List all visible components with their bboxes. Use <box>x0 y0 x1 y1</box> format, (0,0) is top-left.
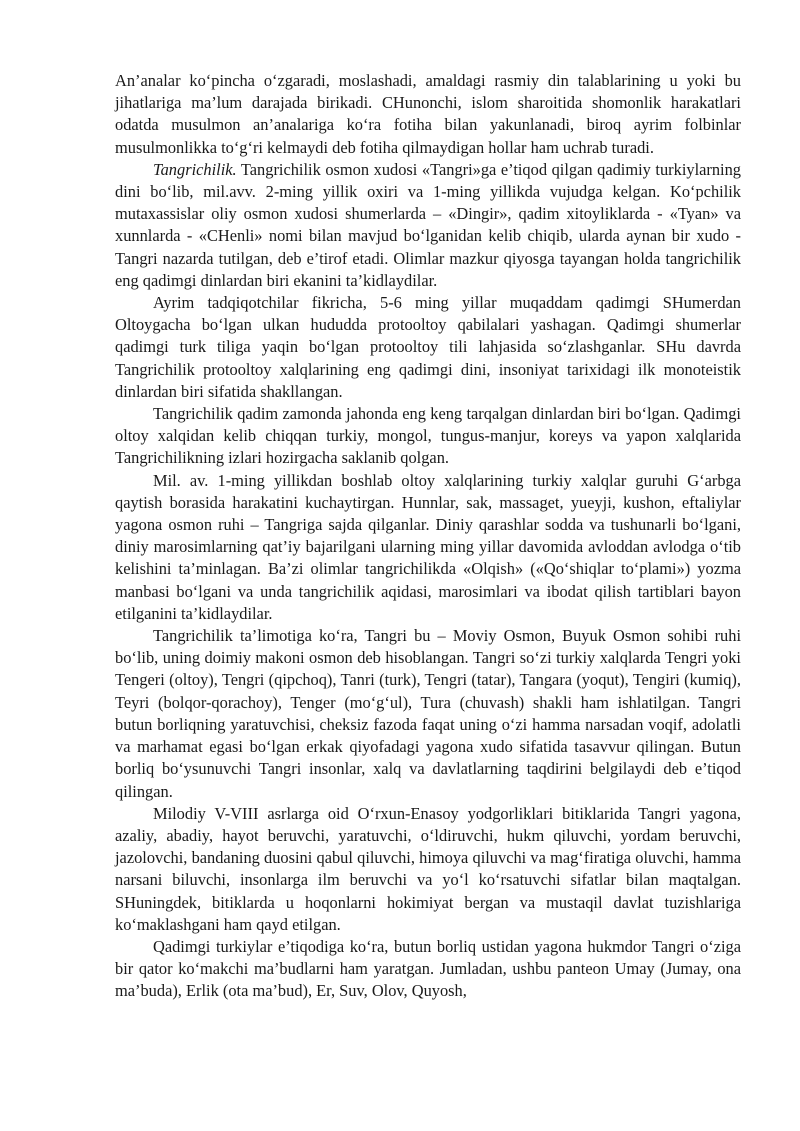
paragraph-doctrine <box>115 625 741 803</box>
paragraph-spread <box>115 403 741 470</box>
document-page <box>115 70 741 1003</box>
paragraph-text: Tangrichilik qadim zamonda jahonda eng keng tarqalgan dinlardan biri bo‘lgan. Qadimgi oltoy xalqidan kelib chiqqan turkiy, mongol, tungus-manjur, koreys va yapon xalqlarida Tangrichilikning izlari hozirgacha saklanib qolgan. <box>115 404 741 468</box>
paragraph-text: An’analar ko‘pincha o‘zgaradi, moslashadi, amaldagi rasmiy din talablarining u yoki bu jihatlariga ma’lum darajada birikadi. CHunonchi, islom sharoitida shomonlik harakatlari odatda musulmon an’analariga ko‘ra fotiha bilan yakunlanadi, biroq ayrim folbinlar musulmonlikka to‘g‘ri kelmaydi deb fotiha qilmaydigan hollar ham uchrab turadi. <box>115 71 741 157</box>
paragraph-text: Mil. av. 1-ming yillikdan boshlab oltoy xalqlarining turkiy xalqlar guruhi G‘arbga qaytish borasida harakatini kuchaytirgan. Hunnlar, sak, massaget, yueyji, kushon, eftaliylar yagona osmon ruhi – Tangriga sajda qilganlar. Diniy qarashlar sodda va tushunarli bo‘lgani, diniy marosimlarning qat’iy bajarilgani ularning ming yillar davomida avloddan avlodga o‘tib kelishini ta’minlagan. Ba’zi olimlar tangrichilikda «Olqish» («Qo‘shiqlar to‘plami») yozma manbasi bo‘lgani va unda tangrichilik aqidasi, marosimlari va ibodat qilish tartiblari bayon etilganini ta’kidlaydilar. <box>115 470 741 623</box>
paragraph-text: Tangrichilik osmon xudosi «Tangri»ga e’tiqod qilgan qadimiy turkiylarning dini bo‘lib, mil.avv. 2-ming yillik oxiri va 1-ming yillikda vujudga kelgan. Ko‘pchilik mutaxassislar oliy osmon xudosi shumerlarda – «Dingir», qadim xitoyliklarda - «Tyan» va xunnlarda - «CHenli» nomi bilan mavjud bo‘lganidan kelib chiqib, ularda aynan bir xudo - Tangri nazarda tutilgan, deb e’tirof etadi. Olimlar mazkur qiyosga tayangan holda tangrichilik eng qadimgi dinlardan biri ekanini ta’kidlaydilar. <box>115 159 741 290</box>
paragraph-traditions <box>115 70 741 159</box>
paragraph-orkhon-inscriptions <box>115 803 741 936</box>
paragraph-text: Tangrichilik ta’limotiga ko‘ra, Tangri bu – Moviy Osmon, Buyuk Osmon sohibi ruhi bo‘lib, uning doimiy makoni osmon deb hisoblangan. Tangri so‘zi turkiy xalqlarda Tengri yoki Tengeri (oltoy), Tengri (qipchoq), Tanri (turk), Tengri (tatar), Tangara (yoqut), Tengiri (kumiq), Teyri (bolqor-qorachoy), Tenger (mo‘g‘ul), Tura (chuvash) shakli ham ishlatilgan. Tangri butun borliqning yaratuvchisi, cheksiz fazoda faqat uning o‘zi hamma narsadan voqif, adolatli va marhamat egasi bo‘lgan erkak qiyofadagi yagona xudo sifatida tasavvur qilingan. Butun borliq bo‘ysunuvchi Tangri insonlar, xalq va davlatlarning taqdirini belgilaydi deb e’tiqod qilingan. <box>115 626 741 801</box>
paragraph-westward-migration <box>115 470 741 625</box>
paragraph-protoaltai <box>115 292 741 403</box>
paragraph-tangrichilik-definition <box>115 159 741 292</box>
paragraph-text: Qadimgi turkiylar e’tiqodiga ko‘ra, butun borliq ustidan yagona hukmdor Tangri o‘ziga bir qator ko‘makchi ma’budlarni ham yaratgan. Jumladan, ushbu panteon Umay (Jumay, ona ma’buda), Erlik (ota ma’bud), Er, Suv, Olov, Quyosh, <box>115 936 741 1001</box>
paragraph-pantheon <box>115 936 741 1003</box>
paragraph-text: Milodiy V-VIII asrlarga oid O‘rxun-Enasoy yodgorliklari bitiklarida Tangri yagona, azaliy, abadiy, hayot beruvchi, yaratuvchi, o‘ldiruvchi, hukm qiluvchi, yordam beruvchi, jazolovchi, bandaning duosini qabul qiluvchi, himoya qiluvchi va mag‘firatiga oluvchi, hamma narsani biluvchi, insonlarga ilm beruvchi va yo‘l ko‘rsatuvchi sifatlar bilan maqtalgan. SHuningdek, bitiklarda u hoqonlarni hokimiyat bergan va mustaqil davlat tuzishlariga ko‘maklashgani ham qayd etilgan. <box>115 803 741 934</box>
section-term-tangrichilik: Tangrichilik. <box>153 159 237 179</box>
paragraph-text: Ayrim tadqiqotchilar fikricha, 5-6 ming yillar muqaddam qadimgi SHumerdan Oltoygacha bo‘lgan ulkan hududda protooltoy qabilalari yashagan. Qadimgi shumerlar qadimgi turk tiliga yaqin bo‘lgan protooltoy tili lahjasida so‘zlashganlar. SHu davrda Tangrichilik protooltoy xalqlarining eng qadimgi dini, insoniyat tarixidagi ilk monoteistik dinlardan biri sifatida shakllangan. <box>115 293 741 401</box>
